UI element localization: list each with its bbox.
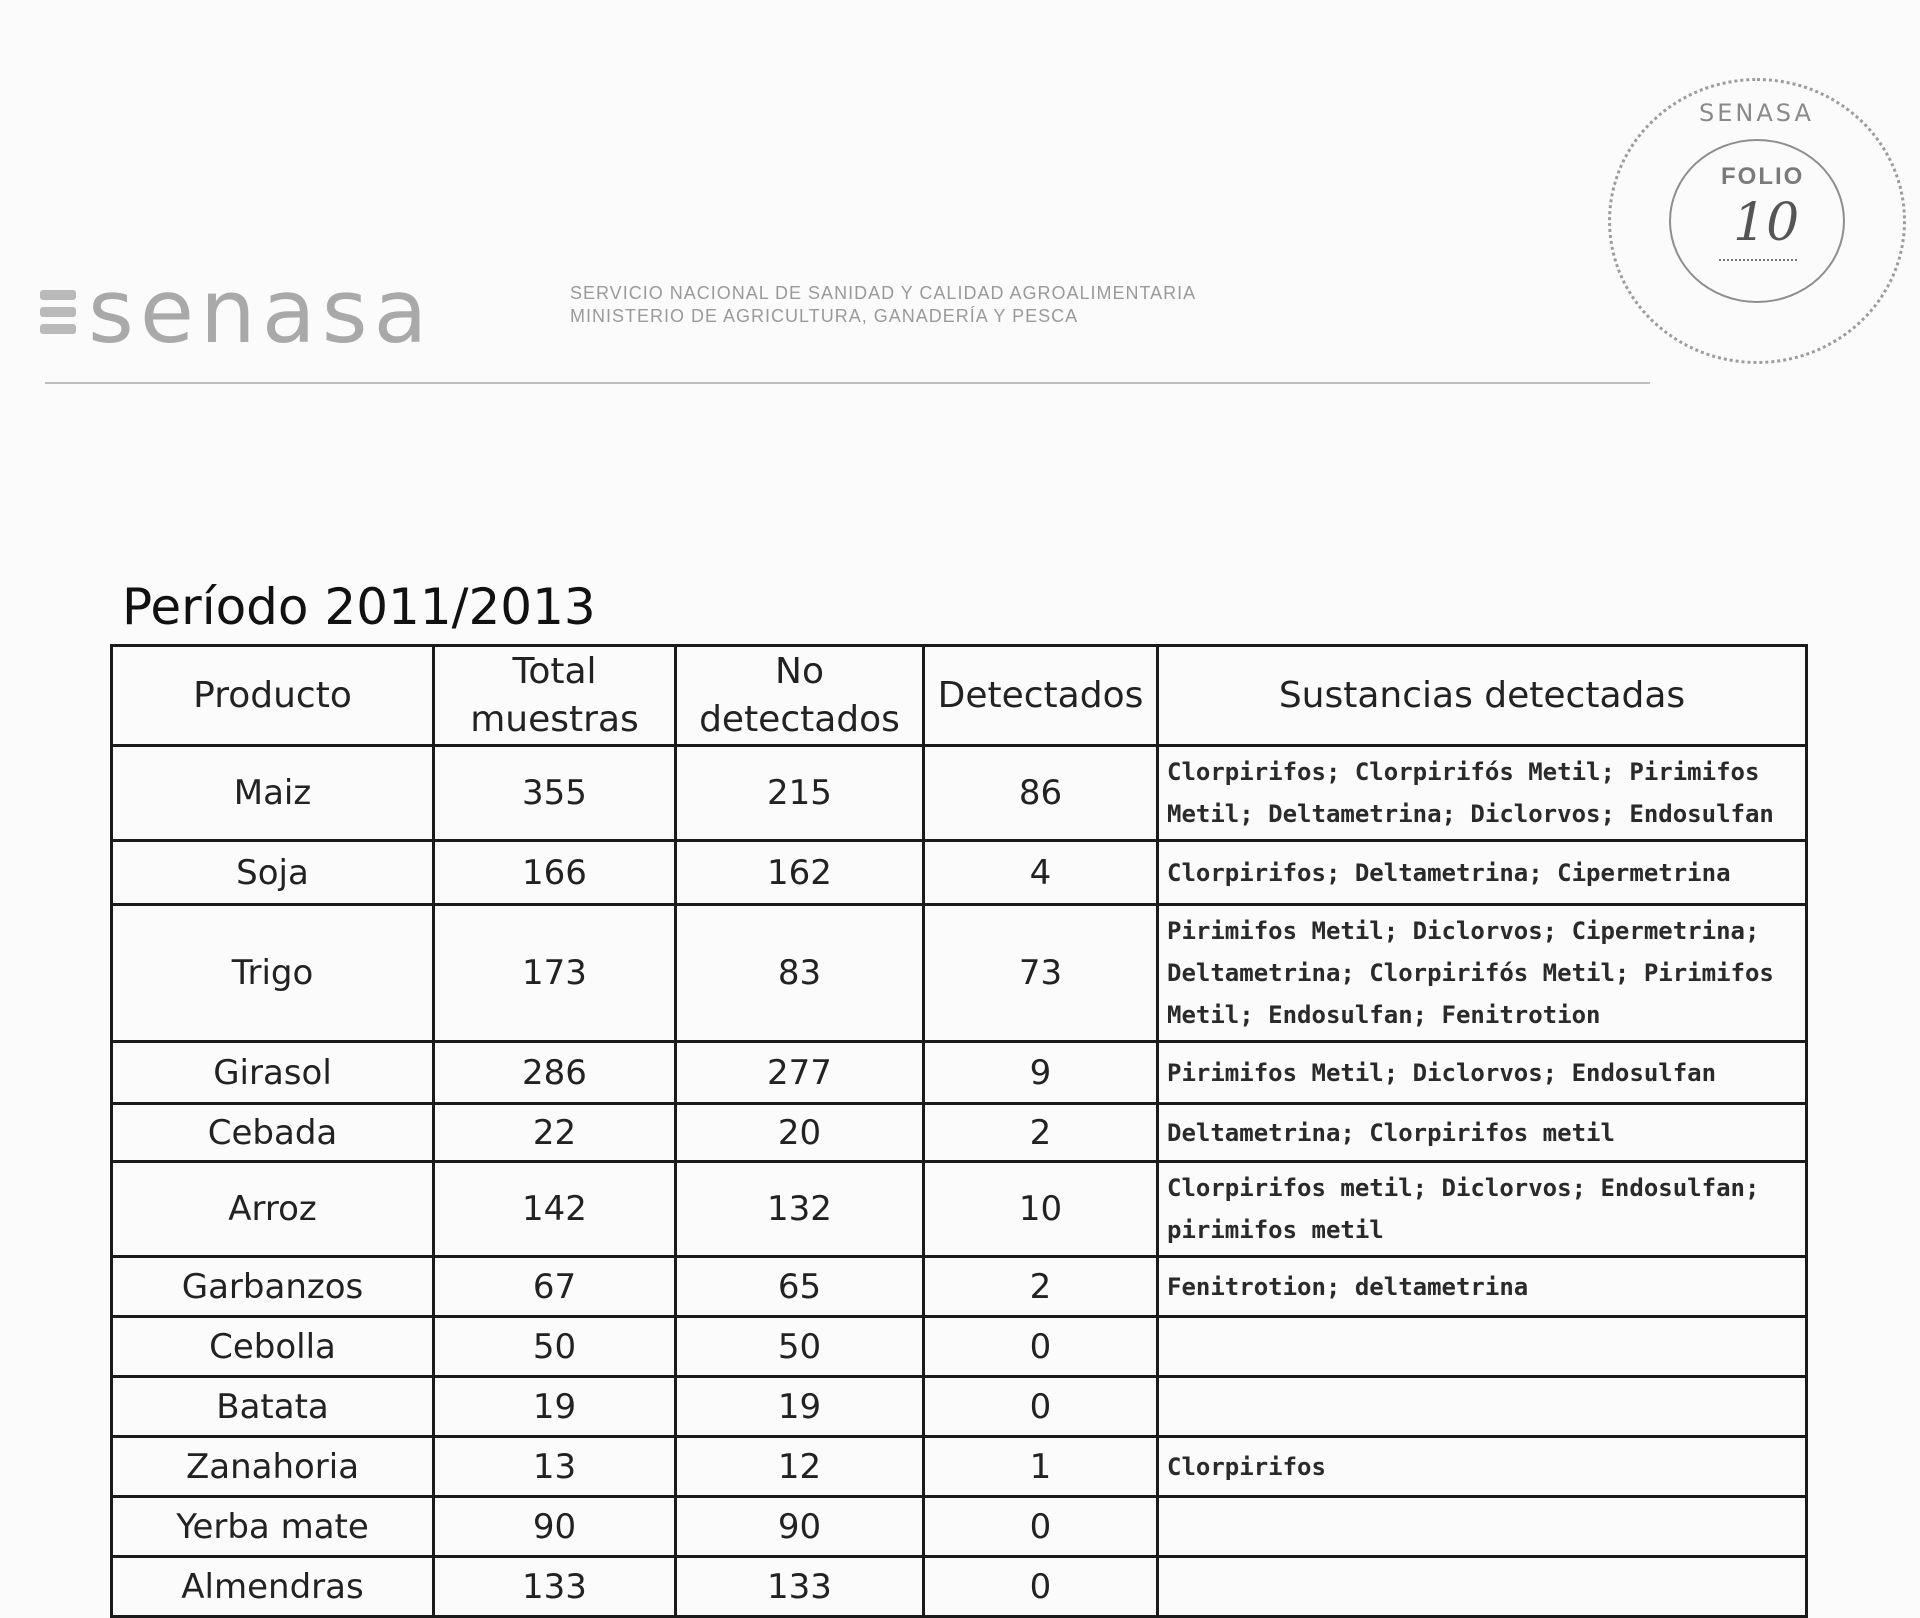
cell-no-detectados: 83 (676, 905, 924, 1042)
cell-no-detectados: 277 (676, 1042, 924, 1104)
cell-detectados: 4 (924, 841, 1158, 905)
cell-producto: Maiz (112, 746, 434, 841)
cell-detectados: 0 (924, 1497, 1158, 1557)
cell-no-detectados: 65 (676, 1257, 924, 1317)
cell-detectados: 2 (924, 1257, 1158, 1317)
cell-total: 142 (434, 1162, 676, 1257)
table-row (112, 905, 1807, 1042)
cell-detectados: 0 (924, 1317, 1158, 1377)
cell-total: 19 (434, 1377, 676, 1437)
header-total-muestras: Total muestras (434, 646, 676, 746)
cell-no-detectados: 162 (676, 841, 924, 905)
table-row (112, 1557, 1807, 1617)
cell-producto: Yerba mate (112, 1497, 434, 1557)
header-detectados: Detectados (924, 646, 1158, 746)
cell-detectados: 2 (924, 1104, 1158, 1162)
table-row (112, 746, 1807, 841)
cell-no-detectados: 20 (676, 1104, 924, 1162)
table-row (112, 841, 1807, 905)
cell-no-detectados: 132 (676, 1162, 924, 1257)
table-row (112, 1104, 1807, 1162)
folio-stamp (1608, 78, 1906, 364)
agency-name (570, 282, 1196, 329)
cell-producto: Almendras (112, 1557, 434, 1617)
cell-sustancias: Clorpirifos (1158, 1437, 1807, 1497)
cell-detectados: 9 (924, 1042, 1158, 1104)
cell-producto: Cebada (112, 1104, 434, 1162)
header-sustancias: Sustancias detectadas (1158, 646, 1807, 746)
cell-total: 67 (434, 1257, 676, 1317)
cell-producto: Garbanzos (112, 1257, 434, 1317)
stamp-folio-label: FOLIO (1721, 163, 1805, 190)
cell-detectados: 0 (924, 1377, 1158, 1437)
cell-total: 13 (434, 1437, 676, 1497)
cell-total: 173 (434, 905, 676, 1042)
table-row (112, 1042, 1807, 1104)
cell-detectados: 73 (924, 905, 1158, 1042)
table-header-row (112, 646, 1807, 746)
cell-total: 166 (434, 841, 676, 905)
cell-producto: Soja (112, 841, 434, 905)
cell-total: 355 (434, 746, 676, 841)
cell-no-detectados: 215 (676, 746, 924, 841)
cell-sustancias (1158, 1557, 1807, 1617)
cell-total: 50 (434, 1317, 676, 1377)
cell-total: 133 (434, 1557, 676, 1617)
table-row (112, 1257, 1807, 1317)
cell-sustancias (1158, 1377, 1807, 1437)
cell-detectados: 10 (924, 1162, 1158, 1257)
table-row (112, 1317, 1807, 1377)
logo-text: senasa (88, 260, 434, 363)
cell-sustancias (1158, 1317, 1807, 1377)
cell-producto: Zanahoria (112, 1437, 434, 1497)
cell-detectados: 0 (924, 1557, 1158, 1617)
cell-sustancias: Pirimifos Metil; Diclorvos; Endosulfan (1158, 1042, 1807, 1104)
cell-producto: Girasol (112, 1042, 434, 1104)
cell-detectados: 1 (924, 1437, 1158, 1497)
table-row (112, 1497, 1807, 1557)
cell-no-detectados: 90 (676, 1497, 924, 1557)
stamp-underline (1719, 259, 1797, 261)
cell-sustancias: Clorpirifos; Deltametrina; Cipermetrina (1158, 841, 1807, 905)
senasa-logo (40, 260, 434, 363)
cell-sustancias: Deltametrina; Clorpirifos metil (1158, 1104, 1807, 1162)
header-no-detectados: No detectados (676, 646, 924, 746)
cell-total: 90 (434, 1497, 676, 1557)
cell-sustancias: Pirimifos Metil; Diclorvos; Cipermetrina; Deltametrina; Clorpirifós Metil; Pirimifos Metil; Endosulfan; Fenitrotion (1158, 905, 1807, 1042)
table-row (112, 1377, 1807, 1437)
cell-no-detectados: 50 (676, 1317, 924, 1377)
header-divider (45, 382, 1650, 384)
table-row (112, 1437, 1807, 1497)
agency-line-1: SERVICIO NACIONAL DE SANIDAD Y CALIDAD AGROALIMENTARIA (570, 283, 1197, 303)
cell-producto: Arroz (112, 1162, 434, 1257)
logo-mark-icon (40, 288, 76, 336)
cell-no-detectados: 133 (676, 1557, 924, 1617)
cell-producto: Batata (112, 1377, 434, 1437)
cell-no-detectados: 12 (676, 1437, 924, 1497)
stamp-folio-number: 10 (1733, 193, 1800, 253)
cell-sustancias: Clorpirifos; Clorpirifós Metil; Pirimifos Metil; Deltametrina; Diclorvos; Endosulfan (1158, 746, 1807, 841)
header-producto: Producto (112, 646, 434, 746)
period-title: Período 2011/2013 (122, 578, 596, 636)
stamp-ring-text: SENASA (1699, 99, 1814, 127)
cell-producto: Trigo (112, 905, 434, 1042)
results-table (110, 644, 1808, 1618)
cell-total: 286 (434, 1042, 676, 1104)
cell-sustancias (1158, 1497, 1807, 1557)
cell-sustancias: Clorpirifos metil; Diclorvos; Endosulfan; pirimifos metil (1158, 1162, 1807, 1257)
cell-producto: Cebolla (112, 1317, 434, 1377)
table-row (112, 1162, 1807, 1257)
cell-total: 22 (434, 1104, 676, 1162)
agency-line-2: MINISTERIO DE AGRICULTURA, GANADERÍA Y PESCA (570, 306, 1079, 327)
cell-sustancias: Fenitrotion; deltametrina (1158, 1257, 1807, 1317)
cell-detectados: 86 (924, 746, 1158, 841)
cell-no-detectados: 19 (676, 1377, 924, 1437)
